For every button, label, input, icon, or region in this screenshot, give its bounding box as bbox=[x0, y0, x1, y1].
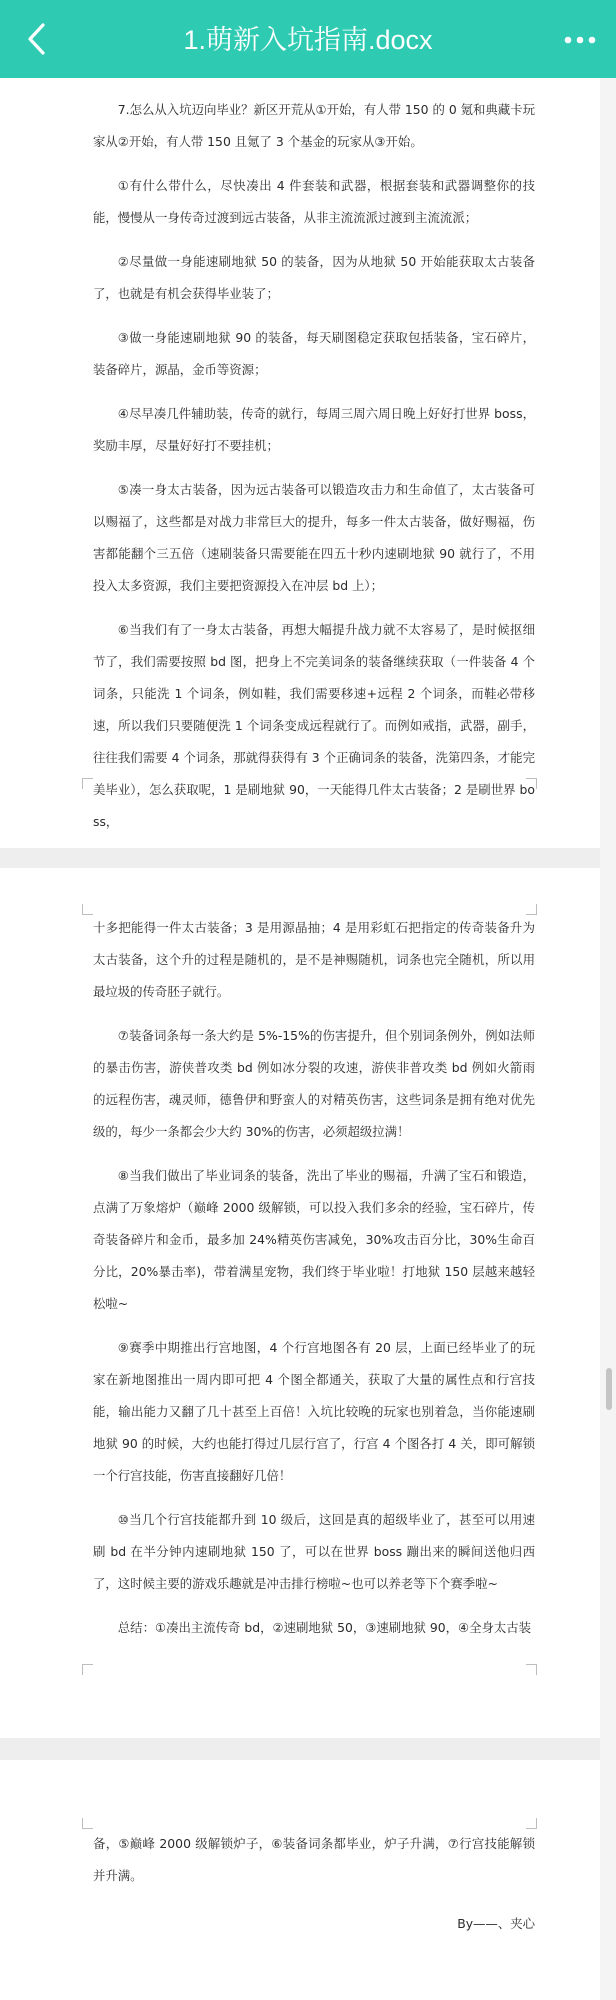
paragraph: 总结：①凑出主流传奇 bd，②速刷地狱 50，③速刷地狱 90，④全身太古装 bbox=[117, 1620, 532, 1635]
paragraph: 7.怎么从入坑迈向毕业？新区开荒从①开始，有人带 150 的 0 氪和典藏卡玩家从②开始，有人带 150 且氪了 3 个基金的玩家从③开始。 bbox=[93, 102, 535, 149]
scrollbar[interactable] bbox=[600, 78, 616, 2000]
paragraph: 十多把能得一件太古装备；3 是用源晶抽；4 是用彩虹石把指定的传奇装备升为太古装备，这个升的过程是随机的，是不是神赐随机，词条也完全随机，所以用最垃圾的传奇胚子就行。 bbox=[93, 920, 535, 999]
margin-mark bbox=[526, 1664, 537, 1675]
paragraph: ⑤凑一身太古装备，因为远古装备可以锻造攻击力和生命值了，太古装备可以赐福了，这些都是对战力非常巨大的提升，每多一件太古装备，做好赐福，伤害都能翻个三五倍（速刷装备只需要能在四五十秒内速刷地狱 90 就行了，不用投入太多资源，我们主要把资源投入在冲层 bd 上）； bbox=[93, 482, 535, 593]
paragraph: ⑨赛季中期推出行宫地图，4 个行宫地图各有 20 层，上面已经毕业了的玩家在新地图推出一周内即可把 4 个图全都通关，获取了大量的属性点和行宫技能，输出能力又翻了几十甚至上百倍！入坑比较晚的玩家也别着急，当你能速刷地狱 90 的时候，大约也能打得过几层行宫了，行宫 4 个图各打 4 关，即可解锁一个行宫技能，伤害直接翻好几倍！ bbox=[93, 1340, 535, 1483]
document-page-3 bbox=[0, 1760, 600, 2000]
margin-mark bbox=[82, 1818, 93, 1829]
chevron-left-icon bbox=[24, 22, 50, 56]
paragraph: ①有什么带什么，尽快凑出 4 件套装和武器，根据套装和武器调整你的技能，慢慢从一身传奇过渡到远古装备，从非主流流派过渡到主流流派； bbox=[93, 178, 535, 225]
scrollbar-thumb[interactable] bbox=[606, 1368, 612, 1410]
document-page-1 bbox=[0, 78, 600, 848]
app-header bbox=[0, 0, 616, 78]
margin-mark bbox=[526, 778, 537, 789]
document-title: 1.萌新入坑指南.docx bbox=[183, 25, 433, 55]
paragraph: ②尽量做一身能速刷地狱 50 的装备，因为从地狱 50 开始能获取太古装备了，也就是有机会获得毕业装了； bbox=[93, 254, 535, 301]
margin-mark bbox=[82, 778, 93, 789]
paragraph: ⑧当我们做出了毕业词条的装备，洗出了毕业的赐福，升满了宝石和锻造，点满了万象熔炉（巅峰 2000 级解锁，可以投入我们多余的经验，宝石碎片，传奇装备碎片和金币，最多加 24%精英伤害减免，30%攻击百分比，30%生命百分比，20%暴击率)，带着满星宠物，我们终于毕业啦！打地狱 150 层越来越轻松啦~ bbox=[93, 1168, 535, 1311]
page-1-content bbox=[93, 94, 535, 838]
page-2-content bbox=[93, 912, 535, 1644]
back-button[interactable] bbox=[16, 18, 58, 60]
more-dots-icon bbox=[564, 35, 596, 45]
signature: By——、夹心 bbox=[457, 1916, 535, 1931]
document-page-2 bbox=[0, 868, 600, 1738]
margin-mark bbox=[82, 904, 93, 915]
paragraph: ⑩当几个行宫技能都升到 10 级后，这回是真的超级毕业了，甚至可以用速刷 bd 在半分钟内速刷地狱 150 了，可以在世界 boss 蹦出来的瞬间送他归西了，这时候主要的游戏乐趣就是冲击排行榜啦~也可以养老等下个赛季啦~ bbox=[93, 1512, 535, 1591]
paragraph: ④尽早凑几件辅助装，传奇的就行，每周三周六周日晚上好好打世界 boss，奖励丰厚，尽量好好打不要挂机； bbox=[93, 406, 535, 453]
paragraph: ⑦装备词条每一条大约是 5%-15%的伤害提升，但个别词条例外，例如法师的暴击伤害，游侠普攻类 bd 例如冰分裂的攻速，游侠非普攻类 bd 例如火箭雨的远程伤害，魂灵师，德鲁伊和野蛮人的对精英伤害，这些词条是拥有绝对优先级的，每少一条都会少大约 30%的伤害，必须超级拉满！ bbox=[93, 1028, 535, 1139]
margin-mark bbox=[82, 1664, 93, 1675]
paragraph: 备，⑤巅峰 2000 级解锁炉子，⑥装备词条都毕业，炉子升满，⑦行宫技能解锁并升满。 bbox=[93, 1836, 535, 1883]
page-3-content bbox=[93, 1828, 535, 1940]
paragraph: ③做一身能速刷地狱 90 的装备，每天刷图稳定获取包括装备，宝石碎片，装备碎片，源晶，金币等资源； bbox=[93, 330, 535, 377]
more-button[interactable] bbox=[558, 20, 602, 60]
paragraph: ⑥当我们有了一身太古装备，再想大幅提升战力就不太容易了，是时候抠细节了，我们需要按照 bd 图，把身上不完美词条的装备继续获取（一件装备 4 个词条，只能洗 1 个词条，例如鞋，我们需要移速+远程 2 个词条，而鞋必带移速，所以我们只要随便洗 1 个词条变成远程就行了。而例如戒指，武器，副手，往往我们需要 4 个词条，那就得获得有 3 个正确词条的装备，洗第四条，才能完美毕业），怎么获取呢，1 是刷地狱 90，一天能得几件太古装备；2 是刷世界 boss， bbox=[93, 622, 535, 829]
